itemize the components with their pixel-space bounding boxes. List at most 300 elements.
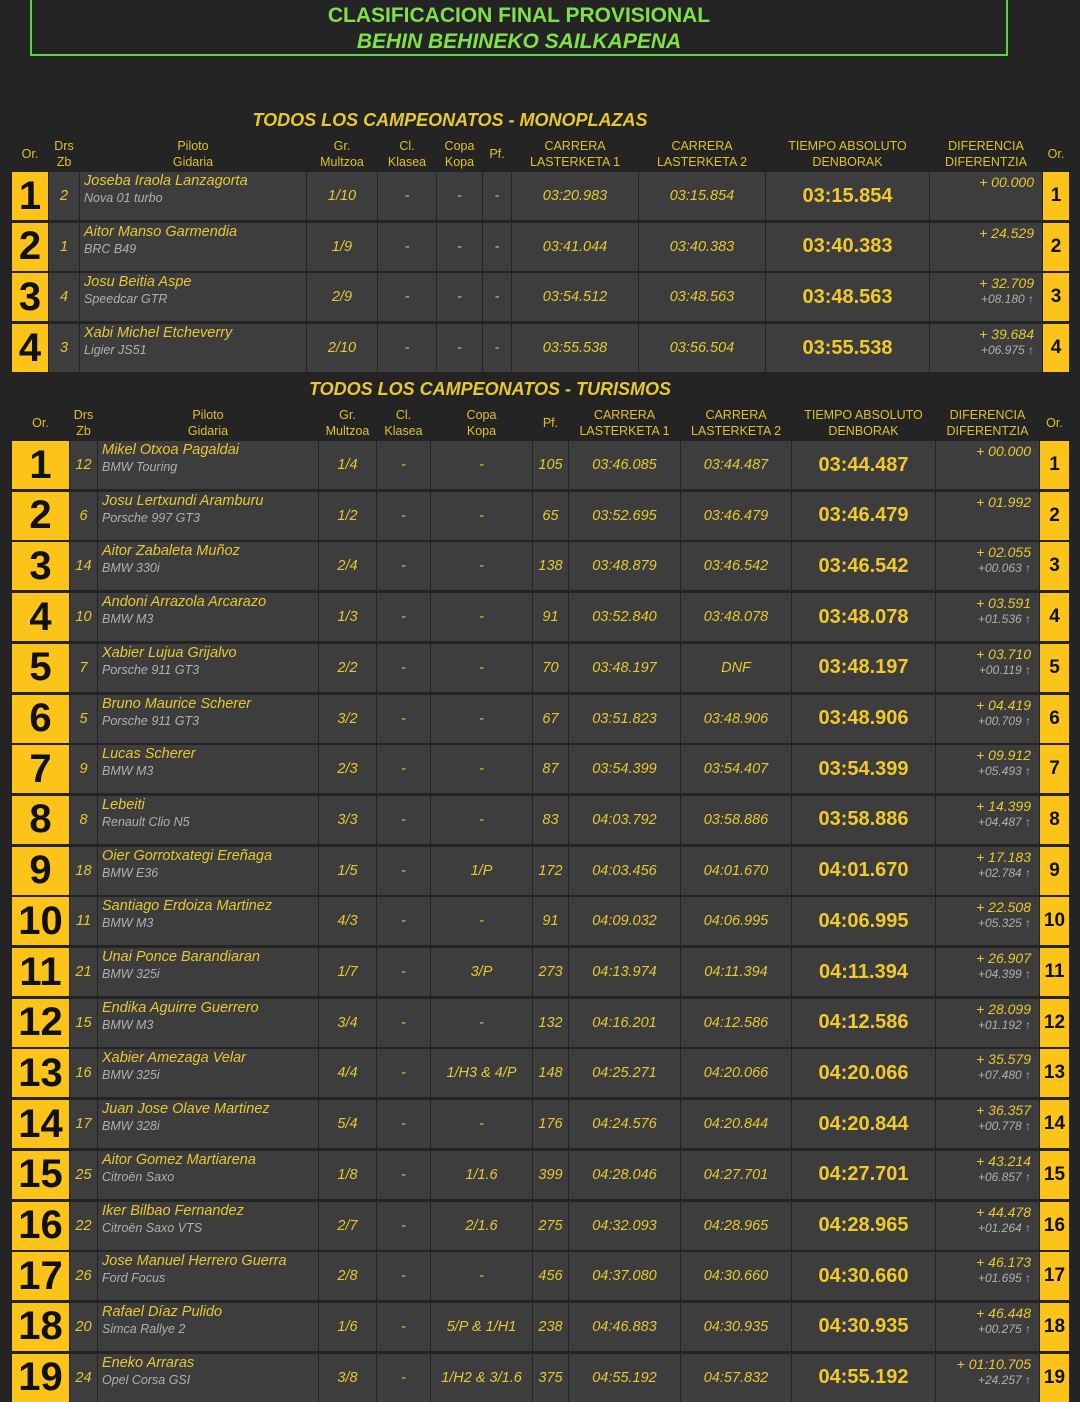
- difference-cell: [936, 695, 1039, 743]
- difference-cell: [936, 1202, 1039, 1250]
- gap-to-leader: + 01:10.705: [956, 1355, 1031, 1372]
- absolute-time: 03:48.078: [792, 593, 935, 641]
- header-copa-line-1: Copa: [466, 408, 497, 422]
- driver-cell: [98, 948, 318, 996]
- table-row[interactable]: [12, 847, 1068, 895]
- cup-position: -: [431, 542, 532, 590]
- gap-to-previous: +00.119 ↑: [978, 662, 1031, 677]
- points: 91: [533, 897, 568, 945]
- driver-cell: [98, 644, 318, 692]
- gap-to-leader: + 09.912: [976, 747, 1031, 764]
- race-1-time: 03:54.512: [512, 273, 638, 321]
- points: -: [483, 223, 511, 271]
- car-model: BMW M3: [102, 916, 154, 931]
- group-position: 3/4: [319, 999, 376, 1047]
- table-row[interactable]: [12, 1151, 1068, 1199]
- position-number: 11: [12, 948, 69, 996]
- race-1-time: 03:48.197: [569, 644, 680, 692]
- difference-cell: [936, 897, 1039, 945]
- cup-position: -: [431, 492, 532, 540]
- driver-name: Xabier Lujua Grijalvo: [102, 644, 237, 661]
- gap-to-previous: +07.480 ↑: [977, 1068, 1031, 1083]
- class-position: -: [377, 897, 430, 945]
- table-row[interactable]: [12, 492, 1068, 540]
- absolute-time: 03:55.538: [766, 324, 929, 372]
- position-number: 3: [12, 273, 48, 321]
- race-1-time: 04:13.974: [569, 948, 680, 996]
- absolute-time: 03:58.886: [792, 796, 935, 844]
- position-number: 6: [12, 695, 69, 743]
- race-2-time: 04:28.965: [681, 1202, 791, 1250]
- gap-to-leader: + 04.419: [976, 696, 1031, 713]
- header-cl-line-2: Klasea: [384, 424, 423, 438]
- header-tiempo-absoluto-line-1: TIEMPO ABSOLUTO: [804, 408, 923, 422]
- difference-cell: [936, 1252, 1039, 1300]
- race-1-time: 03:51.823: [569, 695, 680, 743]
- group-position: 3/3: [319, 796, 376, 844]
- gap-to-previous: +01.264 ↑: [977, 1220, 1031, 1235]
- header-or-right: [1040, 406, 1069, 440]
- header-tiempo-absoluto: [792, 406, 935, 440]
- header-gr-line-2: Multzoa: [320, 155, 364, 169]
- driver-name: Joseba Iraola Lanzagorta: [84, 173, 248, 189]
- position-number-right: 1: [1040, 441, 1069, 489]
- car-number: 8: [70, 796, 97, 844]
- position-number: 14: [12, 1100, 69, 1148]
- position-number: 18: [12, 1303, 69, 1351]
- header-carrera-2-line-2: LASTERKETA 2: [690, 424, 782, 438]
- group-position: 1/2: [319, 492, 376, 540]
- gap-to-previous: +00.275 ↑: [977, 1321, 1031, 1336]
- cup-position: 5/P & 1/H1: [431, 1303, 532, 1351]
- car-model: Ligier JS51: [84, 343, 147, 358]
- header-gr-line-1: Gr.: [339, 408, 356, 422]
- header-copa-line-1: Copa: [444, 139, 475, 153]
- race-1-time: 03:55.538: [512, 324, 638, 372]
- absolute-time: 03:54.399: [792, 745, 935, 793]
- cup-position: 2/1.6: [431, 1202, 532, 1250]
- header-piloto-line-1: Piloto: [177, 139, 209, 153]
- position-number-right: 16: [1040, 1202, 1069, 1250]
- car-number: 26: [70, 1252, 97, 1300]
- class-position: -: [378, 273, 436, 321]
- position-number: 7: [12, 745, 69, 793]
- race-1-time: 03:52.695: [569, 492, 680, 540]
- points: -: [483, 172, 511, 220]
- race-2-time: 03:15.854: [639, 172, 765, 220]
- table-row[interactable]: [12, 223, 1068, 271]
- points: 105: [533, 441, 568, 489]
- position-number: 16: [12, 1202, 69, 1250]
- race-1-time: 03:52.840: [569, 593, 680, 641]
- group-position: 4/3: [319, 897, 376, 945]
- race-1-time: 03:46.085: [569, 441, 680, 489]
- header-gr: [319, 406, 376, 440]
- gap-to-previous: +05.493 ↑: [977, 764, 1031, 779]
- header-carrera-1-line-2: LASTERKETA 1: [529, 155, 621, 169]
- header-gr: [307, 137, 377, 171]
- absolute-time: 04:30.935: [792, 1303, 935, 1351]
- car-model: Simca Rallye 2: [102, 1321, 186, 1336]
- position-number: 12: [12, 999, 69, 1047]
- table-row[interactable]: [12, 1100, 1068, 1148]
- gap-to-leader: + 32.709: [979, 275, 1034, 292]
- difference-cell: [936, 948, 1039, 996]
- race-2-time: 03:58.886: [681, 796, 791, 844]
- car-model: Renault Clio N5: [102, 814, 190, 829]
- table-row[interactable]: [12, 644, 1068, 692]
- car-number: 2: [49, 172, 79, 220]
- car-number: 12: [70, 441, 97, 489]
- position-number-right: 15: [1040, 1151, 1069, 1199]
- header-carrera-2: [681, 406, 791, 440]
- car-model: Porsche 911 GT3: [102, 662, 200, 677]
- cup-position: -: [431, 1100, 532, 1148]
- class-position: -: [377, 542, 430, 590]
- header-carrera-1-line-1: CARRERA: [593, 408, 656, 422]
- driver-cell: [80, 223, 306, 271]
- race-1-time: 03:54.399: [569, 745, 680, 793]
- car-model: Opel Corsa GSI: [102, 1372, 191, 1387]
- difference-cell: [936, 1354, 1039, 1402]
- group-position: 1/9: [307, 223, 377, 271]
- race-1-time: 04:25.271: [569, 1049, 680, 1097]
- table-row[interactable]: [12, 273, 1068, 321]
- race-1-time: 04:16.201: [569, 999, 680, 1047]
- absolute-time: 04:30.660: [792, 1252, 935, 1300]
- car-model: BMW E36: [102, 865, 159, 880]
- car-model: Porsche 997 GT3: [102, 510, 200, 525]
- absolute-time: 03:48.563: [766, 273, 929, 321]
- cup-position: 3/P: [431, 948, 532, 996]
- car-number: 18: [70, 847, 97, 895]
- car-model: BMW 330i: [102, 561, 160, 576]
- position-number-right: 4: [1040, 593, 1069, 641]
- table-row[interactable]: [12, 1049, 1068, 1097]
- gap-to-previous: +08.180 ↑: [980, 292, 1034, 307]
- driver-name: Aitor Zabaleta Muñoz: [102, 543, 240, 560]
- header-gr-line-1: Gr.: [333, 139, 351, 153]
- gap-to-previous: +00.778 ↑: [977, 1119, 1031, 1134]
- driver-name: Xabi Michel Etcheverry: [84, 325, 233, 342]
- cup-position: -: [437, 223, 482, 271]
- absolute-time: 04:06.995: [792, 897, 935, 945]
- gap-to-leader: + 22.508: [976, 899, 1031, 916]
- gap-to-leader: + 28.099: [976, 1000, 1031, 1017]
- car-number: 4: [49, 273, 79, 321]
- header-piloto: [80, 137, 306, 171]
- gap-to-previous: +04.399 ↑: [977, 967, 1031, 981]
- car-model: Porsche 911 GT3: [102, 713, 200, 728]
- gap-to-leader: + 46.173: [976, 1254, 1031, 1271]
- car-number: 17: [70, 1100, 97, 1148]
- driver-cell: [98, 542, 318, 590]
- gap-to-previous: +05.325 ↑: [977, 916, 1031, 931]
- absolute-time: 04:55.192: [792, 1354, 935, 1402]
- gap-to-leader: + 43.214: [976, 1152, 1031, 1169]
- points: 70: [533, 644, 568, 692]
- driver-name: Xabier Amezaga Velar: [102, 1050, 247, 1067]
- header-or-right: [1043, 137, 1069, 171]
- gap-to-previous: +24.257 ↑: [977, 1372, 1031, 1387]
- car-number: 11: [70, 897, 97, 945]
- driver-name: Lebeiti: [102, 796, 145, 813]
- absolute-time: 03:40.383: [766, 223, 929, 271]
- car-number: 6: [70, 492, 97, 540]
- cup-position: 1/P: [431, 847, 532, 895]
- absolute-time: 03:46.479: [792, 492, 935, 540]
- position-number: 2: [12, 492, 69, 540]
- gap-to-leader: + 03.591: [976, 595, 1031, 612]
- table-row[interactable]: [12, 172, 1068, 220]
- race-1-time: 04:32.093: [569, 1202, 680, 1250]
- position-number-right: 8: [1040, 796, 1069, 844]
- race-2-time: 04:12.586: [681, 999, 791, 1047]
- table-row[interactable]: [12, 1303, 1068, 1351]
- car-model: BRC B49: [84, 241, 137, 256]
- race-2-time: 03:54.407: [681, 745, 791, 793]
- points: 148: [533, 1049, 568, 1097]
- race-2-time: 03:48.078: [681, 593, 791, 641]
- header-drs: [49, 137, 79, 171]
- driver-name: Jose Manuel Herrero Guerra: [102, 1253, 287, 1270]
- driver-name: Rafael Díaz Pulido: [102, 1303, 223, 1320]
- position-number-right: 14: [1040, 1100, 1069, 1148]
- header-copa: [437, 137, 482, 171]
- points: 273: [533, 948, 568, 996]
- header-cl-line-1: Cl.: [399, 139, 415, 153]
- group-position: 2/8: [319, 1252, 376, 1300]
- title-spanish: CLASIFICACION FINAL PROVISIONAL: [327, 4, 711, 27]
- difference-cell: [936, 847, 1039, 895]
- gap-to-leader: + 02.055: [976, 544, 1031, 561]
- gap-to-previous: +00.063 ↑: [977, 561, 1031, 576]
- class-position: -: [377, 644, 430, 692]
- group-position: 2/10: [307, 324, 377, 372]
- difference-cell: [936, 999, 1039, 1047]
- table-row[interactable]: [12, 324, 1068, 372]
- absolute-time: 04:11.394: [792, 948, 935, 996]
- position-number-right: 4: [1043, 324, 1069, 372]
- driver-name: Endika Aguirre Guerrero: [102, 999, 259, 1016]
- header-diferencia-line-2: DIFERENTZIA: [946, 424, 1029, 438]
- absolute-time: 04:20.066: [792, 1049, 935, 1097]
- driver-name: Aitor Gomez Martiarena: [102, 1151, 256, 1168]
- class-position: -: [377, 1100, 430, 1148]
- cup-position: -: [431, 593, 532, 641]
- gap-to-previous: +02.784 ↑: [977, 865, 1031, 880]
- driver-cell: [98, 441, 318, 489]
- gap-to-previous: +01.536 ↑: [977, 612, 1031, 627]
- table-row[interactable]: [12, 948, 1068, 996]
- table-row[interactable]: [12, 695, 1068, 743]
- position-number: 4: [12, 593, 69, 641]
- header-gr-line-2: Multzoa: [325, 424, 370, 438]
- header-pf: [483, 137, 511, 171]
- header-carrera-2-line-1: CARRERA: [705, 408, 767, 422]
- position-number-right: 19: [1040, 1354, 1069, 1402]
- gap-to-leader: + 01.992: [976, 493, 1031, 510]
- table-row[interactable]: [12, 1202, 1068, 1250]
- points: -: [483, 324, 511, 372]
- race-2-time: 04:30.935: [681, 1303, 791, 1351]
- position-number-right: 17: [1040, 1252, 1069, 1300]
- points: 83: [533, 796, 568, 844]
- points: 238: [533, 1303, 568, 1351]
- header-tiempo-absoluto-line-2: DENBORAK: [828, 424, 899, 438]
- race-2-time: 03:46.479: [681, 492, 791, 540]
- title-basque: BEHIN BEHINEKO SAILKAPENA: [356, 30, 682, 53]
- table-row[interactable]: [12, 1354, 1068, 1402]
- race-2-time: 04:11.394: [681, 948, 791, 996]
- group-position: 1/4: [319, 441, 376, 489]
- header-or-right-line-1: Or.: [1046, 416, 1063, 430]
- position-number: 8: [12, 796, 69, 844]
- driver-name: Josu Lertxundi Aramburu: [102, 492, 264, 509]
- car-model: BMW M3: [102, 764, 154, 779]
- position-number: 15: [12, 1151, 69, 1199]
- header-carrera-1-line-2: LASTERKETA 1: [579, 424, 670, 438]
- driver-cell: [98, 1151, 318, 1199]
- cup-position: -: [437, 172, 482, 220]
- header-carrera-2-line-1: CARRERA: [671, 139, 733, 153]
- header-piloto-line-2: Gidaria: [172, 155, 214, 169]
- position-number-right: 10: [1040, 897, 1069, 945]
- class-position: -: [377, 593, 430, 641]
- table-row[interactable]: [12, 897, 1068, 945]
- table-row[interactable]: [12, 542, 1068, 590]
- header-diferencia-line-1: DIFERENCIA: [948, 139, 1024, 153]
- header-copa-line-2: Kopa: [444, 155, 475, 169]
- header-cl: [377, 406, 430, 440]
- car-model: BMW 325i: [102, 967, 160, 981]
- table-row[interactable]: [12, 593, 1068, 641]
- table-row[interactable]: [12, 441, 1068, 489]
- header-or-line-1: Or.: [32, 416, 49, 430]
- race-2-time: 03:46.542: [681, 542, 791, 590]
- points: 138: [533, 542, 568, 590]
- class-position: -: [377, 847, 430, 895]
- header-tiempo-absoluto-line-1: TIEMPO ABSOLUTO: [788, 139, 907, 153]
- car-number: 22: [70, 1202, 97, 1250]
- cup-position: 1/H2 & 3/1.6: [431, 1354, 532, 1402]
- cup-position: -: [431, 1252, 532, 1300]
- car-number: 5: [70, 695, 97, 743]
- driver-cell: [98, 745, 318, 793]
- points: -: [483, 273, 511, 321]
- table-row[interactable]: [12, 745, 1068, 793]
- difference-cell: [936, 542, 1039, 590]
- absolute-time: 03:48.906: [792, 695, 935, 743]
- absolute-time: 03:46.542: [792, 542, 935, 590]
- table-header-monoplazas: [12, 137, 1068, 171]
- race-1-time: 04:37.080: [569, 1252, 680, 1300]
- points: 456: [533, 1252, 568, 1300]
- points: 67: [533, 695, 568, 743]
- gap-to-leader: + 26.907: [976, 950, 1031, 966]
- gap-to-leader: + 17.183: [976, 848, 1031, 865]
- race-2-time: 04:57.832: [681, 1354, 791, 1402]
- header-tiempo-absoluto: [766, 137, 929, 171]
- position-number-right: 2: [1040, 492, 1069, 540]
- class-position: -: [377, 1151, 430, 1199]
- difference-cell: [936, 745, 1039, 793]
- points: 275: [533, 1202, 568, 1250]
- header-pf: [533, 406, 568, 440]
- car-number: 15: [70, 999, 97, 1047]
- difference-cell: [936, 1100, 1039, 1148]
- cup-position: -: [431, 745, 532, 793]
- header-diferencia-line-2: DIFERENTZIA: [945, 155, 1027, 169]
- class-position: -: [377, 1354, 430, 1402]
- car-number: 25: [70, 1151, 97, 1199]
- car-model: BMW M3: [102, 612, 154, 627]
- race-2-time: 03:56.504: [639, 324, 765, 372]
- driver-name: Santiago Erdoiza Martinez: [102, 898, 273, 915]
- car-model: Ford Focus: [102, 1271, 166, 1286]
- position-number: 3: [12, 542, 69, 590]
- title-banner: [30, 0, 1008, 56]
- race-1-time: 04:46.883: [569, 1303, 680, 1351]
- race-2-time: 03:40.383: [639, 223, 765, 271]
- race-2-time: 04:27.701: [681, 1151, 791, 1199]
- driver-cell: [98, 1303, 318, 1351]
- header-cl: [378, 137, 436, 171]
- group-position: 2/4: [319, 542, 376, 590]
- race-2-time: 04:01.670: [681, 847, 791, 895]
- difference-cell: [936, 1303, 1039, 1351]
- points: 172: [533, 847, 568, 895]
- gap-to-previous: +04.487 ↑: [977, 814, 1031, 829]
- absolute-time: 04:01.670: [792, 847, 935, 895]
- class-position: -: [377, 1049, 430, 1097]
- points: 87: [533, 745, 568, 793]
- race-2-time: DNF: [681, 644, 791, 692]
- absolute-time: 04:20.844: [792, 1100, 935, 1148]
- position-number: 1: [12, 172, 48, 220]
- points: 176: [533, 1100, 568, 1148]
- race-1-time: 04:09.032: [569, 897, 680, 945]
- header-drs-line-2: Zb: [56, 155, 72, 169]
- table-row[interactable]: [12, 1252, 1068, 1300]
- race-2-time: 04:06.995: [681, 897, 791, 945]
- position-number: 13: [12, 1049, 69, 1097]
- car-model: Speedcar GTR: [84, 292, 168, 307]
- driver-cell: [98, 1049, 318, 1097]
- position-number-right: 2: [1043, 223, 1069, 271]
- group-position: 1/8: [319, 1151, 376, 1199]
- driver-name: Unai Ponce Barandiaran: [102, 949, 260, 965]
- position-number: 2: [12, 223, 48, 271]
- driver-cell: [98, 897, 318, 945]
- driver-cell: [98, 999, 318, 1047]
- group-position: 4/4: [319, 1049, 376, 1097]
- position-number-right: 7: [1040, 745, 1069, 793]
- difference-cell: [936, 1151, 1039, 1199]
- table-row[interactable]: [12, 796, 1068, 844]
- gap-to-leader: + 46.448: [976, 1304, 1031, 1321]
- header-carrera-2-line-2: LASTERKETA 2: [656, 155, 748, 169]
- car-number: 24: [70, 1354, 97, 1402]
- points: 65: [533, 492, 568, 540]
- cup-position: -: [437, 273, 482, 321]
- class-position: -: [377, 695, 430, 743]
- section-title-monoplazas: TODOS LOS CAMPEONATOS - MONOPLAZAS: [252, 110, 648, 130]
- table-row[interactable]: [12, 999, 1068, 1047]
- gap-to-previous: +01.695 ↑: [977, 1271, 1031, 1286]
- header-piloto-line-1: Piloto: [192, 408, 224, 422]
- header-diferencia: [930, 137, 1042, 171]
